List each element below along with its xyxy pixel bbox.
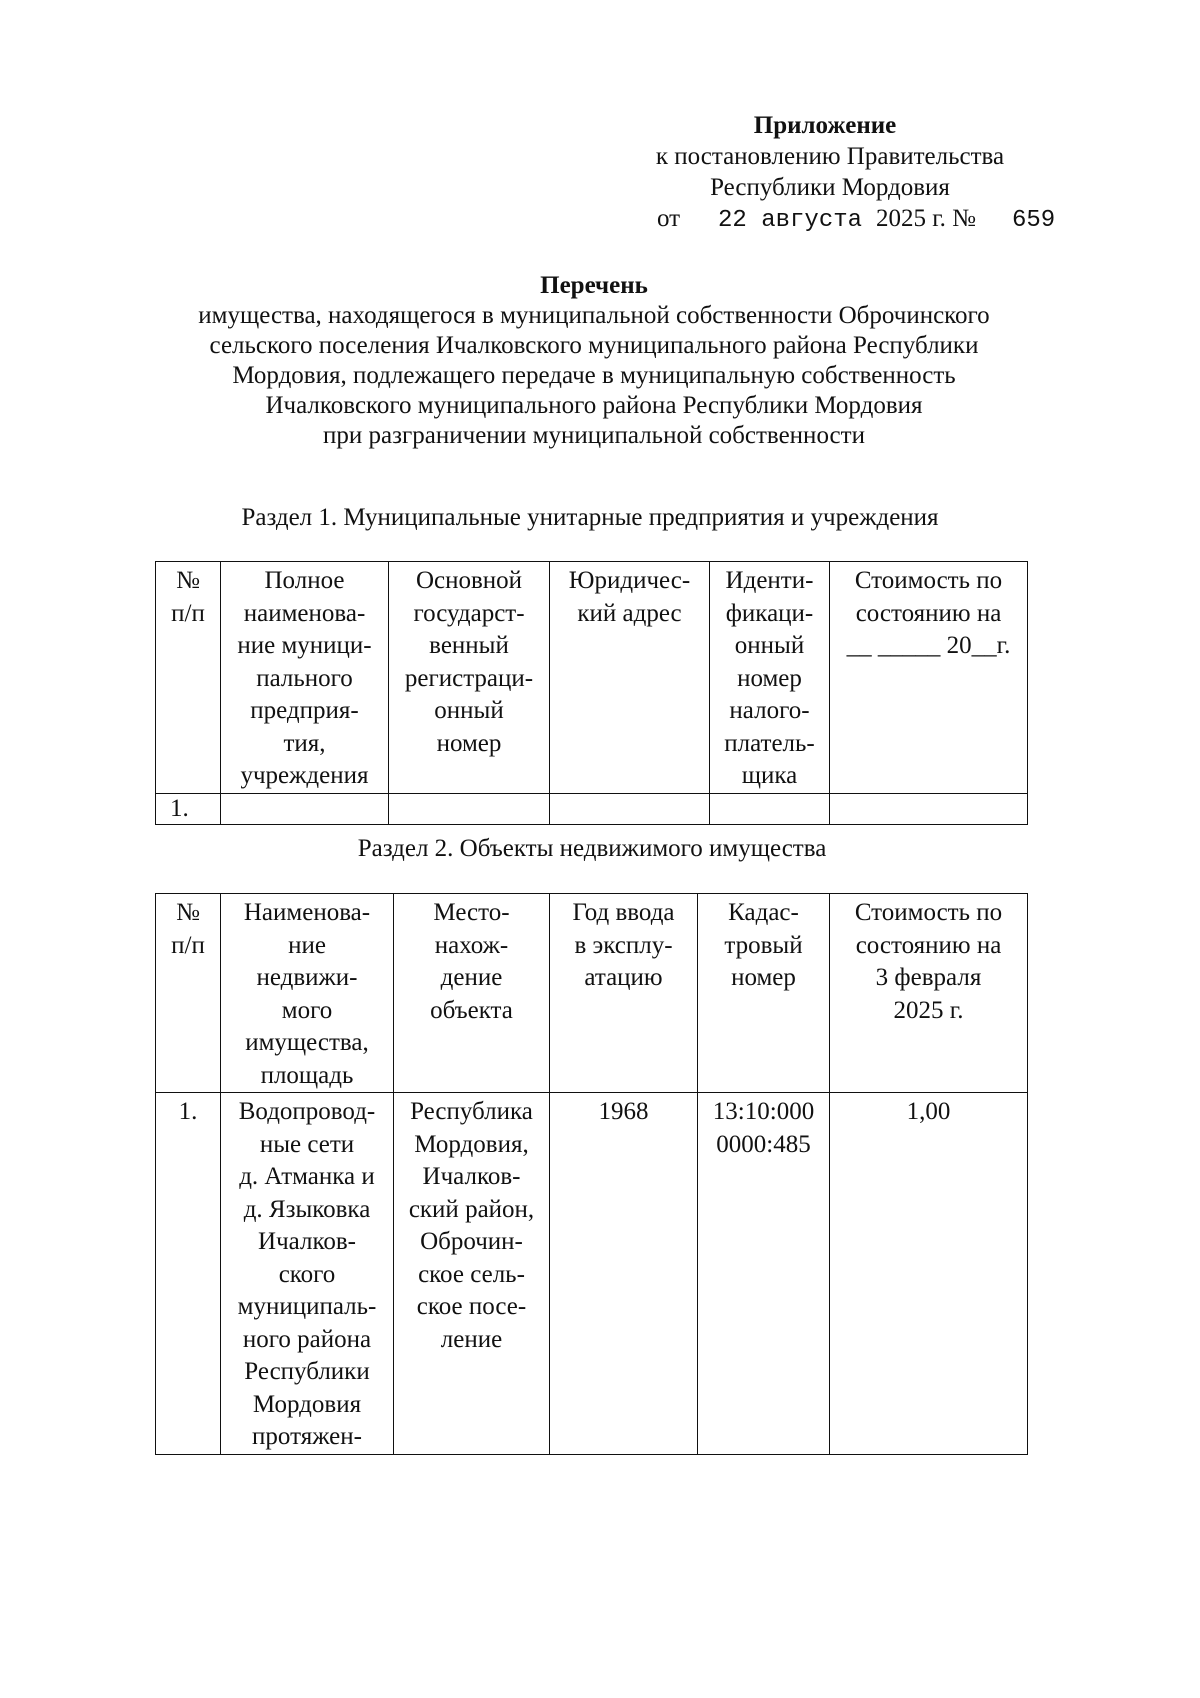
appendix-title: Приложение	[753, 112, 897, 139]
s1-row-inn	[710, 793, 830, 824]
appendix-number: 659	[1012, 207, 1056, 234]
s2-header-year: Год ввода в эксплу- атацию	[550, 894, 698, 1093]
s1-header-address: Юридичес- кий адрес	[550, 562, 710, 794]
s2-row-year: 1968	[550, 1093, 698, 1455]
s1-header-reg-number: Основной государст- венный регистраци- онный номер	[389, 562, 550, 794]
appendix-from-label: от	[657, 205, 681, 232]
appendix-line-1: к постановлению Правительства	[655, 143, 1005, 170]
s2-header-number: № п/п	[156, 894, 221, 1093]
s2-row-number: 1.	[156, 1093, 221, 1455]
s2-header-cadastral: Кадас- тровый номер	[698, 894, 830, 1093]
section-2-header-row	[156, 894, 1028, 1093]
list-subtitle-line: сельского поселения Ичалковского муниципального района Республики	[209, 332, 979, 359]
appendix-year-label: 2025 г. №	[876, 205, 977, 232]
s1-row-name	[221, 793, 389, 824]
s2-header-name: Наименова- ние недвижи- мого имущества, площадь	[221, 894, 394, 1093]
s1-row-number: 1.	[156, 793, 221, 824]
s1-header-inn: Иденти- фикаци- онный номер налого- платель- щика	[710, 562, 830, 794]
s1-header-cost: Стоимость по состоянию на __ _____ 20__г.	[830, 562, 1028, 794]
list-subtitle-line: имущества, находящегося в муниципальной собственности Оброчинского	[198, 302, 990, 329]
section-1-title: Раздел 1. Муниципальные унитарные предприятия и учреждения	[241, 504, 939, 531]
list-subtitle-line: Мордовия, подлежащего передаче в муниципальную собственность	[232, 362, 956, 389]
section-2-table	[155, 893, 1028, 1455]
section-1-table	[155, 561, 1028, 825]
appendix-date: 22 августа	[718, 207, 863, 234]
appendix-line-2: Республики Мордовия	[710, 174, 950, 201]
list-subtitle-line: Ичалковского муниципального района Республики Мордовия	[265, 392, 923, 419]
table-row	[156, 793, 1028, 824]
list-subtitle-line: при разграничении муниципальной собственности	[323, 422, 865, 449]
s1-row-cost	[830, 793, 1028, 824]
s2-row-cadastral: 13:10:000 0000:485	[698, 1093, 830, 1455]
table-row	[156, 1093, 1028, 1455]
s2-header-location: Место- нахож- дение объекта	[394, 894, 550, 1093]
s1-row-address	[550, 793, 710, 824]
s1-row-reg-number	[389, 793, 550, 824]
s2-header-cost: Стоимость по состоянию на 3 февраля 2025 г.	[830, 894, 1028, 1093]
section-2-title: Раздел 2. Объекты недвижимого имущества	[357, 835, 827, 862]
s1-header-number: № п/п	[156, 562, 221, 794]
list-title: Перечень	[540, 272, 648, 299]
s1-header-name: Полное наименова- ние муници- пального предприя- тия, учреждения	[221, 562, 389, 794]
section-1-header-row	[156, 562, 1028, 794]
s2-row-cost: 1,00	[830, 1093, 1028, 1455]
s2-row-location: Республика Мордовия, Ичалков- ский район, Оброчин- ское сель- ское посе- ление	[394, 1093, 550, 1455]
s2-row-name: Водопровод- ные сети д. Атманка и д. Языковка Ичалков- ского муниципаль- ного района Республики Мордовия протяжен-	[221, 1093, 394, 1455]
